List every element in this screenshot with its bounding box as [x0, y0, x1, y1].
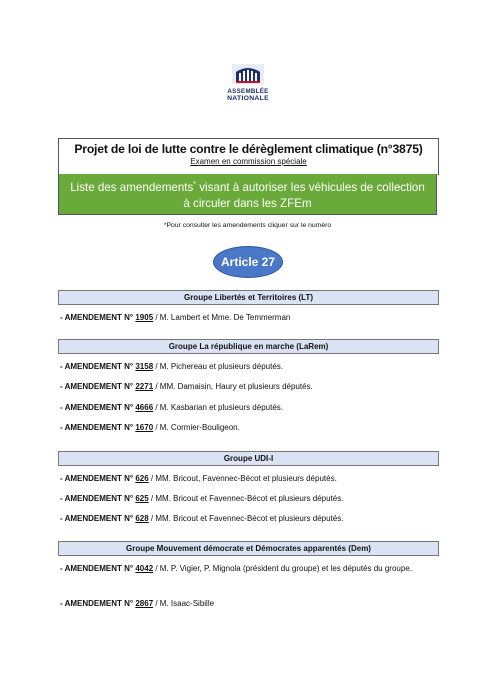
amendment-number-link[interactable]: 4042 — [135, 564, 154, 573]
banner — [58, 174, 437, 215]
amendment-item — [60, 492, 438, 506]
amendment-item — [60, 311, 438, 325]
amendment-item — [60, 597, 438, 611]
footnote: *Pour consulter les amendements cliquer sur le numéro — [163, 222, 332, 229]
group-header: Groupe La république en marche (LaRem) — [58, 339, 439, 354]
group-header: Groupe Mouvement démocrate et Démocrates apparentés (Dem) — [58, 541, 439, 556]
logo-text-line2: NATIONALE — [227, 95, 269, 102]
amendment-label: - AMENDEMENT N° — [60, 313, 136, 322]
amendment-number-link[interactable]: 628 — [135, 514, 149, 523]
amendment-number-link[interactable]: 2271 — [135, 382, 154, 391]
amendment-number-link[interactable]: 625 — [135, 494, 149, 503]
amendment-authors: / M. Cormier-Bouligeon. — [153, 423, 240, 432]
group-header: Groupe UDI-I — [58, 451, 439, 466]
amendment-authors: / M. Isaac-Sibille — [153, 599, 215, 608]
amendment-number-link[interactable]: 3158 — [135, 362, 154, 371]
amendment-label: - AMENDEMENT N° — [60, 564, 136, 573]
amendment-label: - AMENDEMENT N° — [60, 494, 136, 503]
amendment-label: - AMENDEMENT N° — [60, 423, 136, 432]
hemicycle-icon — [230, 60, 266, 86]
banner-text-b: visant à autoriser les véhicules de collection — [196, 180, 425, 194]
amendment-label: - AMENDEMENT N° — [60, 514, 136, 523]
banner-line1 — [59, 177, 436, 196]
title-box — [58, 138, 439, 175]
amendment-item — [60, 421, 438, 435]
article-badge: Article 27 — [213, 246, 283, 278]
amendment-label: - AMENDEMENT N° — [60, 403, 136, 412]
amendment-authors: / M. P. Vigier, P. Mignola (président du groupe) et les députés du groupe. — [153, 564, 412, 573]
group-header: Groupe Libertés et Territoires (LT) — [58, 290, 439, 305]
banner-text-a: Liste des amendements — [70, 180, 194, 194]
amendment-authors: / M. Kasbarian et plusieurs députés. — [153, 403, 283, 412]
amendment-item — [60, 472, 438, 486]
logo-text-line1: ASSEMBLÉE — [227, 88, 269, 95]
amendment-item — [60, 562, 438, 576]
amendment-authors: / MM. Bricout et Favennec-Bécot et plusieurs députés. — [148, 494, 344, 503]
amendment-label: - AMENDEMENT N° — [60, 474, 136, 483]
amendment-item — [60, 401, 438, 415]
amendment-authors: / M. Pichereau et plusieurs députés. — [153, 362, 283, 371]
amendment-label: - AMENDEMENT N° — [60, 382, 136, 391]
amendment-authors: / MM. Damaisin, Haury et plusieurs députés. — [153, 382, 313, 391]
amendment-item — [60, 360, 438, 374]
amendment-item — [60, 380, 438, 394]
amendment-number-link[interactable]: 1905 — [135, 313, 154, 322]
amendment-number-link[interactable]: 626 — [135, 474, 149, 483]
banner-line2: à circuler dans les ZFEm — [183, 196, 312, 210]
assemblee-nationale-logo — [220, 60, 276, 110]
amendment-number-link[interactable]: 4666 — [135, 403, 154, 412]
amendment-number-link[interactable]: 2867 — [135, 599, 154, 608]
footnote-mark: * — [193, 181, 197, 188]
amendment-authors: / M. Lambert et Mme. De Temmerman — [153, 313, 291, 322]
amendment-authors: / MM. Bricout, Favennec-Bécot et plusieurs députés. — [148, 474, 337, 483]
amendment-item — [60, 512, 438, 526]
amendment-number-link[interactable]: 1670 — [135, 423, 154, 432]
amendment-label: - AMENDEMENT N° — [60, 599, 136, 608]
document-subtitle: Examen en commission spéciale — [190, 157, 307, 166]
amendment-label: - AMENDEMENT N° — [60, 362, 136, 371]
amendment-authors: / MM. Bricout et Favennec-Bécot et plusieurs députés. — [148, 514, 344, 523]
document-title: Projet de loi de lutte contre le dérèglement climatique (n°3875) — [74, 142, 423, 156]
